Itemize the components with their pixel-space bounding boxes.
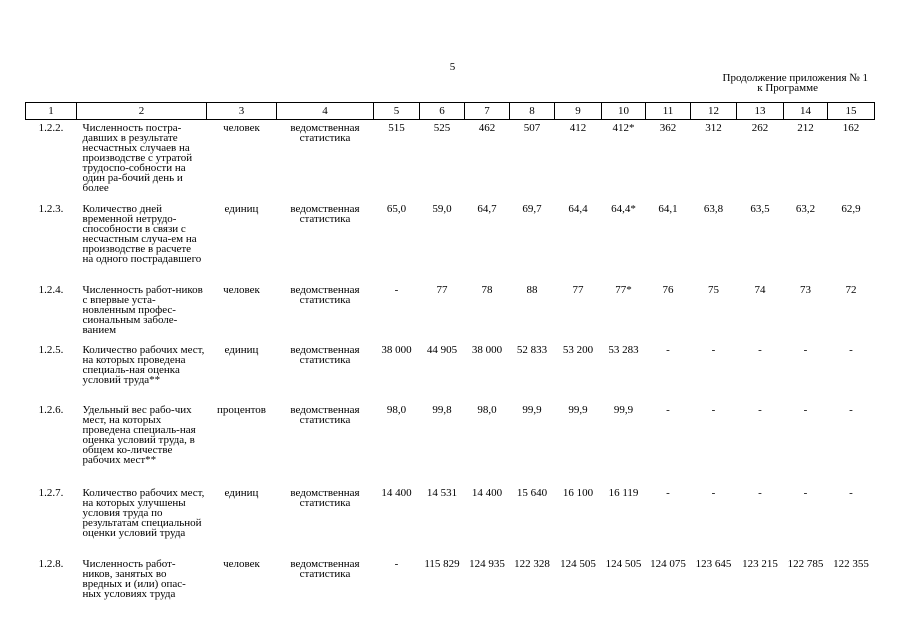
- row-value: 88: [526, 284, 538, 296]
- row-value: 14 400: [471, 487, 503, 499]
- row-code: 1.2.3.: [38, 203, 64, 215]
- row-value: -: [803, 404, 808, 416]
- row-value: 123 215: [742, 558, 778, 570]
- row-value: 124 505: [560, 558, 596, 570]
- header-cell: 14: [784, 103, 828, 120]
- row-value: 14 400: [381, 487, 412, 499]
- row-value: 262: [751, 122, 769, 134]
- row-value: 38 000: [381, 344, 412, 356]
- row-value: 74: [754, 284, 766, 296]
- row-value: 63,5: [750, 203, 770, 215]
- row-value: 15 640: [516, 487, 548, 499]
- row-value: -: [666, 404, 670, 416]
- row-value: 124 505: [605, 558, 642, 570]
- row-source: ведомственная статистика: [290, 404, 360, 426]
- row-unit: человек: [223, 122, 260, 134]
- row-code: 1.2.2.: [38, 122, 64, 134]
- table-row: [26, 342, 875, 402]
- row-value: 212: [797, 122, 814, 134]
- row-value: -: [849, 404, 853, 416]
- row-unit: единиц: [224, 344, 259, 356]
- row-value: -: [394, 558, 399, 570]
- row-value: 115 829: [424, 558, 460, 570]
- row-value: -: [803, 344, 808, 356]
- header-cell: 2: [77, 103, 207, 120]
- row-value: -: [394, 284, 399, 296]
- continuation-line-2: к Программе: [757, 82, 818, 94]
- row-value: 122 785: [787, 558, 824, 570]
- row-value: 73: [800, 284, 811, 296]
- header-cell: 15: [828, 103, 875, 120]
- row-value: 98,0: [386, 404, 407, 416]
- row-value: 525: [433, 122, 451, 134]
- indicators-table: [25, 102, 875, 609]
- row-source: ведомственная статистика: [290, 487, 360, 509]
- row-source: ведомственная статистика: [290, 344, 360, 366]
- row-value: 507: [523, 122, 541, 134]
- continuation-line-1: Продолжение приложения № 1: [722, 72, 868, 84]
- row-value: -: [711, 344, 716, 356]
- row-unit: единиц: [224, 203, 259, 215]
- header-cell: 6: [420, 103, 465, 120]
- table-row: [26, 120, 875, 202]
- row-indicator-name: Численность постра-давших в результате несчастных случаев на производстве с утратой трудоспо-собности на один ра-бочий день и более: [82, 122, 193, 194]
- row-value: 99,9: [568, 404, 588, 416]
- row-value: 515: [388, 122, 405, 134]
- row-value: -: [803, 487, 808, 499]
- row-value: 59,0: [432, 203, 452, 215]
- row-indicator-name: Количество рабочих мест, на которых улучшены условия труда по результатам специальной оценки условий труда: [82, 487, 205, 539]
- header-cell: 1: [26, 103, 77, 120]
- header-cell: 13: [737, 103, 784, 120]
- row-indicator-name: Количество дней временной нетрудо-способности в связи с несчастным случа-ем на производстве в расчете на одного пострадавшего: [82, 203, 202, 265]
- row-value: 124 935: [469, 558, 505, 570]
- row-source: ведомственная статистика: [290, 203, 360, 225]
- row-value: -: [758, 344, 762, 356]
- header-cell: 12: [691, 103, 737, 120]
- row-value: 77: [572, 284, 584, 296]
- table-header: [26, 103, 875, 120]
- row-value: 63,2: [795, 203, 816, 215]
- row-value: 72: [845, 284, 857, 296]
- row-value: 76: [662, 284, 674, 296]
- table-row: [26, 402, 875, 485]
- row-value: 63,8: [703, 203, 724, 215]
- row-value: 44 905: [426, 344, 458, 356]
- table-row: [26, 556, 875, 609]
- row-value: 16 119: [608, 487, 639, 499]
- row-value: 162: [842, 122, 860, 134]
- row-value: -: [711, 404, 716, 416]
- row-value: 65,0: [386, 203, 407, 215]
- header-cell: 10: [602, 103, 646, 120]
- row-indicator-name: Удельный вес рабо-чих мест, на которых проведена специаль-ная оценка условий труда, в общем ко-личестве рабочих мест**: [82, 404, 196, 466]
- table-row: [26, 485, 875, 556]
- row-code: 1.2.8.: [38, 558, 64, 570]
- row-value: 69,7: [522, 203, 542, 215]
- row-value: 122 355: [833, 558, 869, 570]
- table-row: [26, 282, 875, 342]
- row-value: 62,9: [841, 203, 861, 215]
- row-code: 1.2.4.: [38, 284, 64, 296]
- row-value: 99,9: [522, 404, 542, 416]
- row-value: 122 328: [514, 558, 550, 570]
- row-value: 64,1: [658, 203, 678, 215]
- row-source: ведомственная статистика: [290, 284, 360, 306]
- row-value: 412*: [612, 122, 635, 134]
- row-value: 312: [705, 122, 722, 134]
- row-value: 53 283: [608, 344, 639, 356]
- row-indicator-name: Численность работ-ников с впервые уста-новленным профес-сиональным заболе-ванием: [82, 284, 203, 336]
- row-value: -: [711, 487, 716, 499]
- header-cell: 5: [374, 103, 420, 120]
- row-unit: процентов: [217, 404, 266, 416]
- row-value: 53 200: [562, 344, 594, 356]
- row-indicator-name: Количество рабочих мест, на которых проведена специаль-ная оценка условий труда**: [82, 344, 205, 386]
- row-unit: единиц: [224, 487, 259, 499]
- row-value: 362: [659, 122, 677, 134]
- row-value: 123 645: [695, 558, 732, 570]
- row-source: ведомственная статистика: [290, 122, 360, 144]
- row-code: 1.2.7.: [38, 487, 64, 499]
- row-value: -: [666, 487, 670, 499]
- row-value: 75: [708, 284, 719, 296]
- row-value: 98,0: [477, 404, 497, 416]
- row-value: 77: [436, 284, 448, 296]
- row-value: -: [849, 487, 853, 499]
- page-number: 5: [449, 61, 456, 73]
- row-code: 1.2.6.: [38, 404, 64, 416]
- row-value: 64,4*: [611, 203, 636, 215]
- row-value: 462: [478, 122, 496, 134]
- header-cell: 3: [207, 103, 277, 120]
- header-cell: 7: [465, 103, 510, 120]
- table-row: [26, 201, 875, 282]
- row-source: ведомственная статистика: [290, 558, 360, 580]
- row-value: -: [758, 404, 762, 416]
- continuation-heading: [668, 73, 868, 93]
- row-value: 99,8: [432, 404, 452, 416]
- row-value: -: [758, 487, 762, 499]
- header-cell: 8: [510, 103, 555, 120]
- row-value: 16 100: [562, 487, 594, 499]
- row-code: 1.2.5.: [38, 344, 64, 356]
- row-value: 52 833: [516, 344, 548, 356]
- row-unit: человек: [223, 284, 260, 296]
- row-value: 38 000: [471, 344, 503, 356]
- row-value: 64,7: [477, 203, 497, 215]
- row-value: -: [666, 344, 670, 356]
- row-unit: человек: [223, 558, 260, 570]
- row-value: 412: [569, 122, 587, 134]
- header-cell: 9: [555, 103, 602, 120]
- row-value: -: [849, 344, 853, 356]
- header-cell: 4: [277, 103, 374, 120]
- header-cell: 11: [646, 103, 691, 120]
- row-value: 77*: [615, 284, 632, 296]
- row-value: 99,9: [613, 404, 634, 416]
- row-value: 124 075: [650, 558, 686, 570]
- row-value: 78: [481, 284, 493, 296]
- row-indicator-name: Численность работ-ников, занятых во вредных и (или) опас-ных условиях труда: [82, 558, 186, 600]
- row-value: 64,4: [568, 203, 588, 215]
- row-value: 14 531: [426, 487, 458, 499]
